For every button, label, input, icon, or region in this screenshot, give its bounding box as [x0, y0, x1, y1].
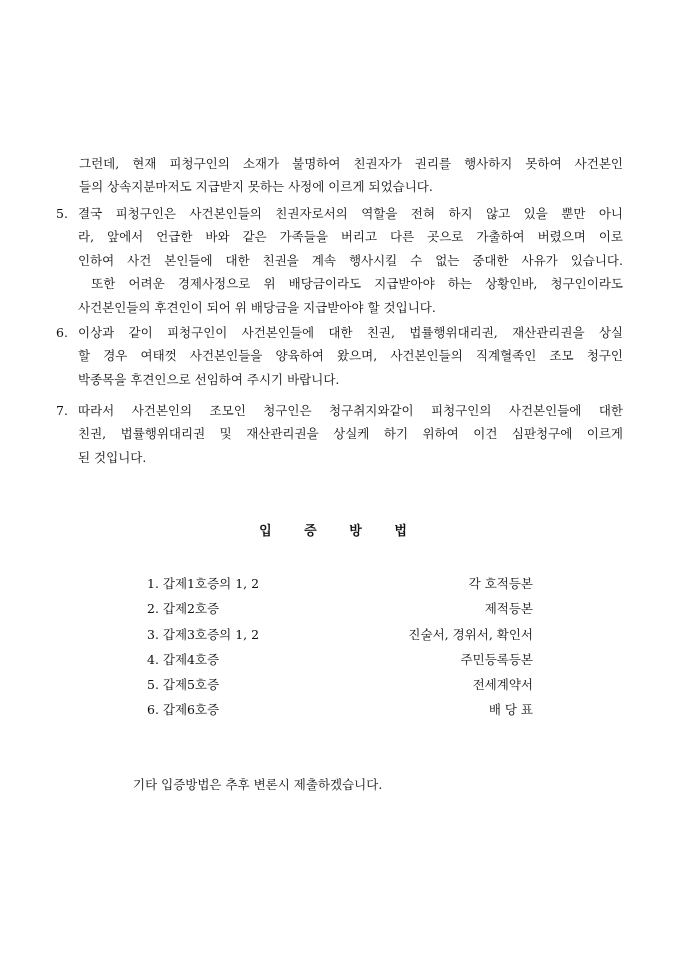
- evidence-row: [147, 675, 533, 700]
- other-evidence-note: 기타 입증방법은 추후 변론시 제출하겠습니다.: [133, 777, 383, 792]
- continuation-paragraph: [79, 152, 623, 199]
- item-number: 7.: [56, 403, 68, 418]
- paragraph-line: 사건본인들의 후견인이 되어 위 배당금을 지급받아야 할 것입니다.: [78, 299, 436, 315]
- evidence-document: 각 호적등본: [468, 576, 533, 591]
- item-number: 5.: [56, 206, 68, 221]
- item-text: [78, 321, 623, 391]
- evidence-row: [147, 625, 533, 650]
- paragraph-line: 결국 피청구인은 사건본인들의 친권자로서의 역할을 전혀 하지 않고 있을 뿐만 아니: [78, 206, 623, 221]
- paragraph-line: 들의 상속지분마저도 지급받지 못하는 사정에 이르게 되었습니다.: [79, 179, 433, 195]
- evidence-list: [147, 574, 533, 726]
- paragraph-line: 또한 어려운 경제사정으로 위 배당금이라도 지급받아야 하는 상황인바, 청구인이라도: [78, 276, 623, 292]
- paragraph-line: 박종목을 후견인으로 선임하여 주시기 바랍니다.: [78, 371, 340, 387]
- evidence-row: [147, 574, 533, 599]
- evidence-document: 주민등록등본: [460, 651, 533, 667]
- evidence-label: 4. 갑제4호증: [147, 651, 220, 667]
- evidence-section-title: 입 증 방 법: [259, 524, 421, 539]
- evidence-label: 6. 갑제6호증: [147, 702, 220, 718]
- evidence-document: 진술서, 경위서, 확인서: [408, 626, 533, 642]
- item-text: [78, 202, 623, 319]
- evidence-document: 배 당 표: [488, 702, 533, 718]
- paragraph-line: 그런데, 현재 피청구인의 소재가 불명하여 친권자가 권리를 행사하지 못하여 사건본인: [79, 156, 623, 171]
- item-text: [78, 399, 623, 469]
- paragraph-line: 친권, 법률행위대리권 및 재산관리권을 상실케 하기 위하여 이건 심판청구에 이르게: [78, 426, 623, 442]
- evidence-document: 전세계약서: [472, 677, 533, 693]
- paragraph-line: 할 경우 여태껏 사건본인들을 양육하여 왔으며, 사건본인들의 직계혈족인 조모 청구인: [78, 348, 623, 364]
- evidence-label: 3. 갑제3호증의 1, 2: [147, 626, 260, 642]
- evidence-row: [147, 650, 533, 675]
- evidence-row: [147, 599, 533, 624]
- evidence-row: [147, 700, 533, 725]
- evidence-document: 제적등본: [484, 601, 533, 617]
- paragraph-line: 라, 앞에서 언급한 바와 같은 가족들을 버리고 다른 곳으로 가출하여 버렸으며 이로: [78, 229, 623, 245]
- evidence-label: 1. 갑제1호증의 1, 2: [147, 576, 260, 591]
- paragraph-line: 이상과 같이 피청구인이 사건본인들에 대한 친권, 법률행위대리권, 재산관리권을 상실: [78, 325, 623, 340]
- evidence-label: 5. 갑제5호증: [147, 677, 220, 693]
- item-number: 6.: [56, 325, 68, 340]
- paragraph-line: 따라서 사건본인의 조모인 청구인은 청구취지와같이 피청구인의 사건본인들에 대한: [78, 403, 623, 418]
- evidence-label: 2. 갑제2호증: [147, 601, 220, 617]
- paragraph-line: 인하여 사건 본인들에 대한 친권을 계속 행사시킬 수 없는 중대한 사유가 있습니다.: [78, 252, 623, 268]
- paragraph-line: 된 것입니다.: [78, 449, 147, 465]
